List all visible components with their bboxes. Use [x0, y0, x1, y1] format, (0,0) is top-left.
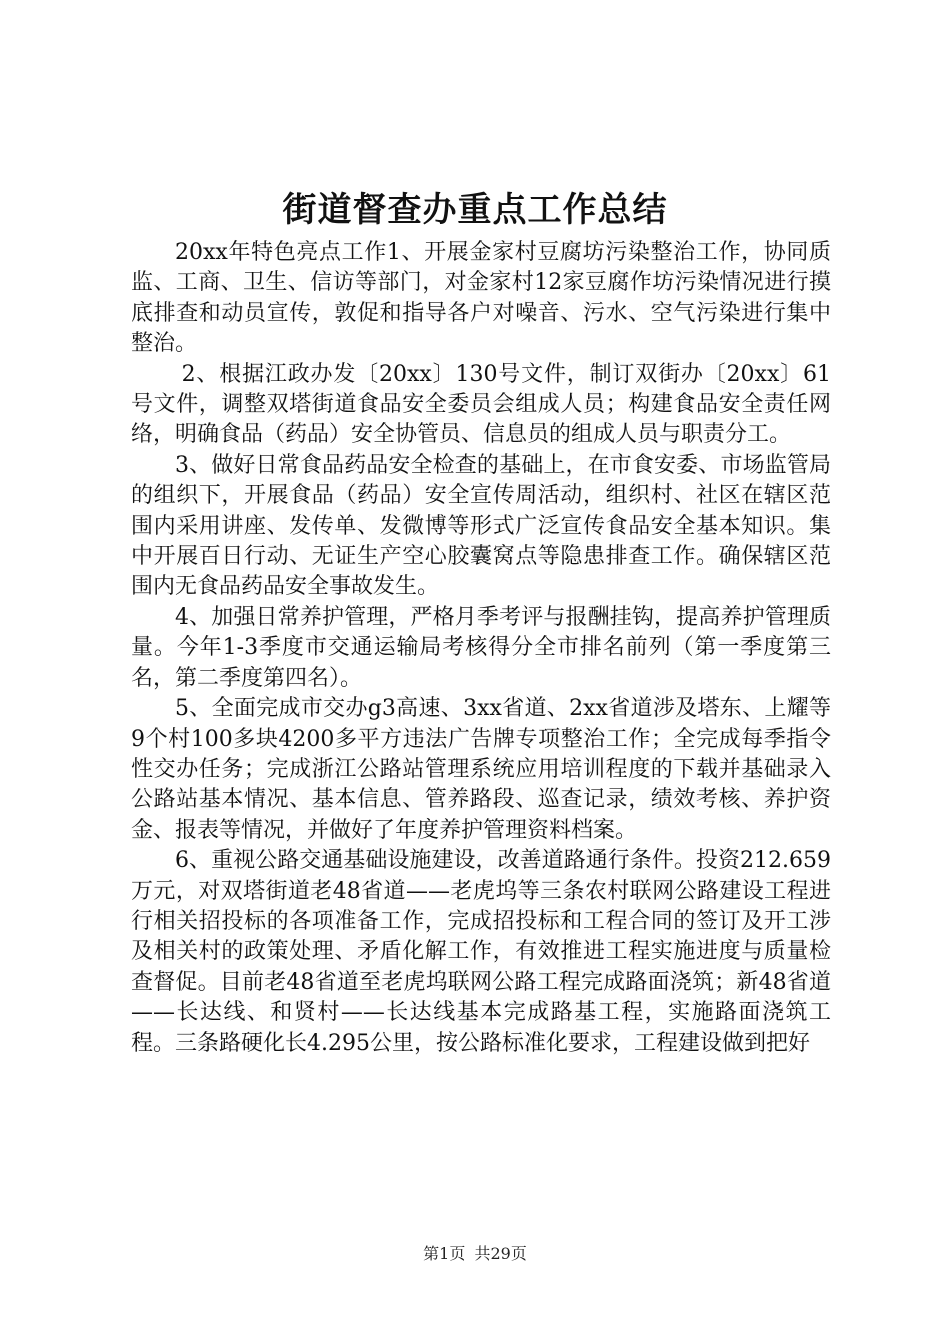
page-footer — [0, 1242, 950, 1266]
page-number: 第1页 — [423, 1244, 466, 1263]
paragraph-1: 20xx年特色亮点工作1、开展金家村豆腐坊污染整治工作，协同质监、工商、卫生、信访等部门，对金家村12家豆腐作坊污染情况进行摸底排查和动员宣传，敦促和指导各户对噪音、污水、空气污染进行集中整治。 — [131, 240, 831, 357]
page-total: 共29页 — [474, 1244, 527, 1263]
document-title: 街道督查办重点工作总结 — [282, 190, 668, 230]
document-body — [131, 238, 831, 1059]
paragraph-5: 5、全面完成市交办g3高速、3xx省道、2xx省道涉及塔东、上耀等9个村100多块4200多平方违法广告牌专项整治工作；全完成每季指令性交办任务；完成浙江公路站管理系统应用培训程度的下载并基础录入公路站基本情况、基本信息、管养路段、巡查记录，绩效考核、养护资金、报表等情况，并做好了年度养护管理资料档案。 — [131, 696, 831, 843]
paragraph-6: 6、重视公路交通基础设施建设，改善道路通行条件。投资212.659万元，对双塔街道老48省道——老虎坞等三条农村联网公路建设工程进行相关招投标的各项准备工作，完成招投标和工程合同的签订及开工涉及相关村的政策处理、矛盾化解工作，有效推进工程实施进度与质量检查督促。目前老48省道至老虎坞联网公路工程完成路面浇筑；新48省道——长达线、和贤村——长达线基本完成路基工程，实施路面浇筑工程。三条路硬化长4.295公里，按公路标准化要求，工程建设做到把好 — [131, 848, 831, 1056]
paragraph-3: 3、做好日常食品药品安全检查的基础上，在市食安委、市场监管局的组织下，开展食品（药品）安全宣传周活动，组织村、社区在辖区范围内采用讲座、发传单、发微博等形式广泛宣传食品安全基本知识。集中开展百日行动、无证生产空心胶囊窝点等隐患排查工作。确保辖区范围内无食品药品安全事故发生。 — [131, 452, 831, 600]
paragraph-4: 4、加强日常养护管理，严格月季考评与报酬挂钩，提高养护管理质量。今年1-3季度市交通运输局考核得分全市排名前列（第一季度第三名，第二季度第四名）。 — [131, 604, 831, 691]
paragraph-2: 2、根据江政办发〔20xx〕130号文件，制订双街办〔20xx〕61号文件，调整双塔街道食品安全委员会组成人员；构建食品安全责任网络，明确食品（药品）安全协管员、信息员的组成人员与职责分工。 — [131, 361, 831, 448]
